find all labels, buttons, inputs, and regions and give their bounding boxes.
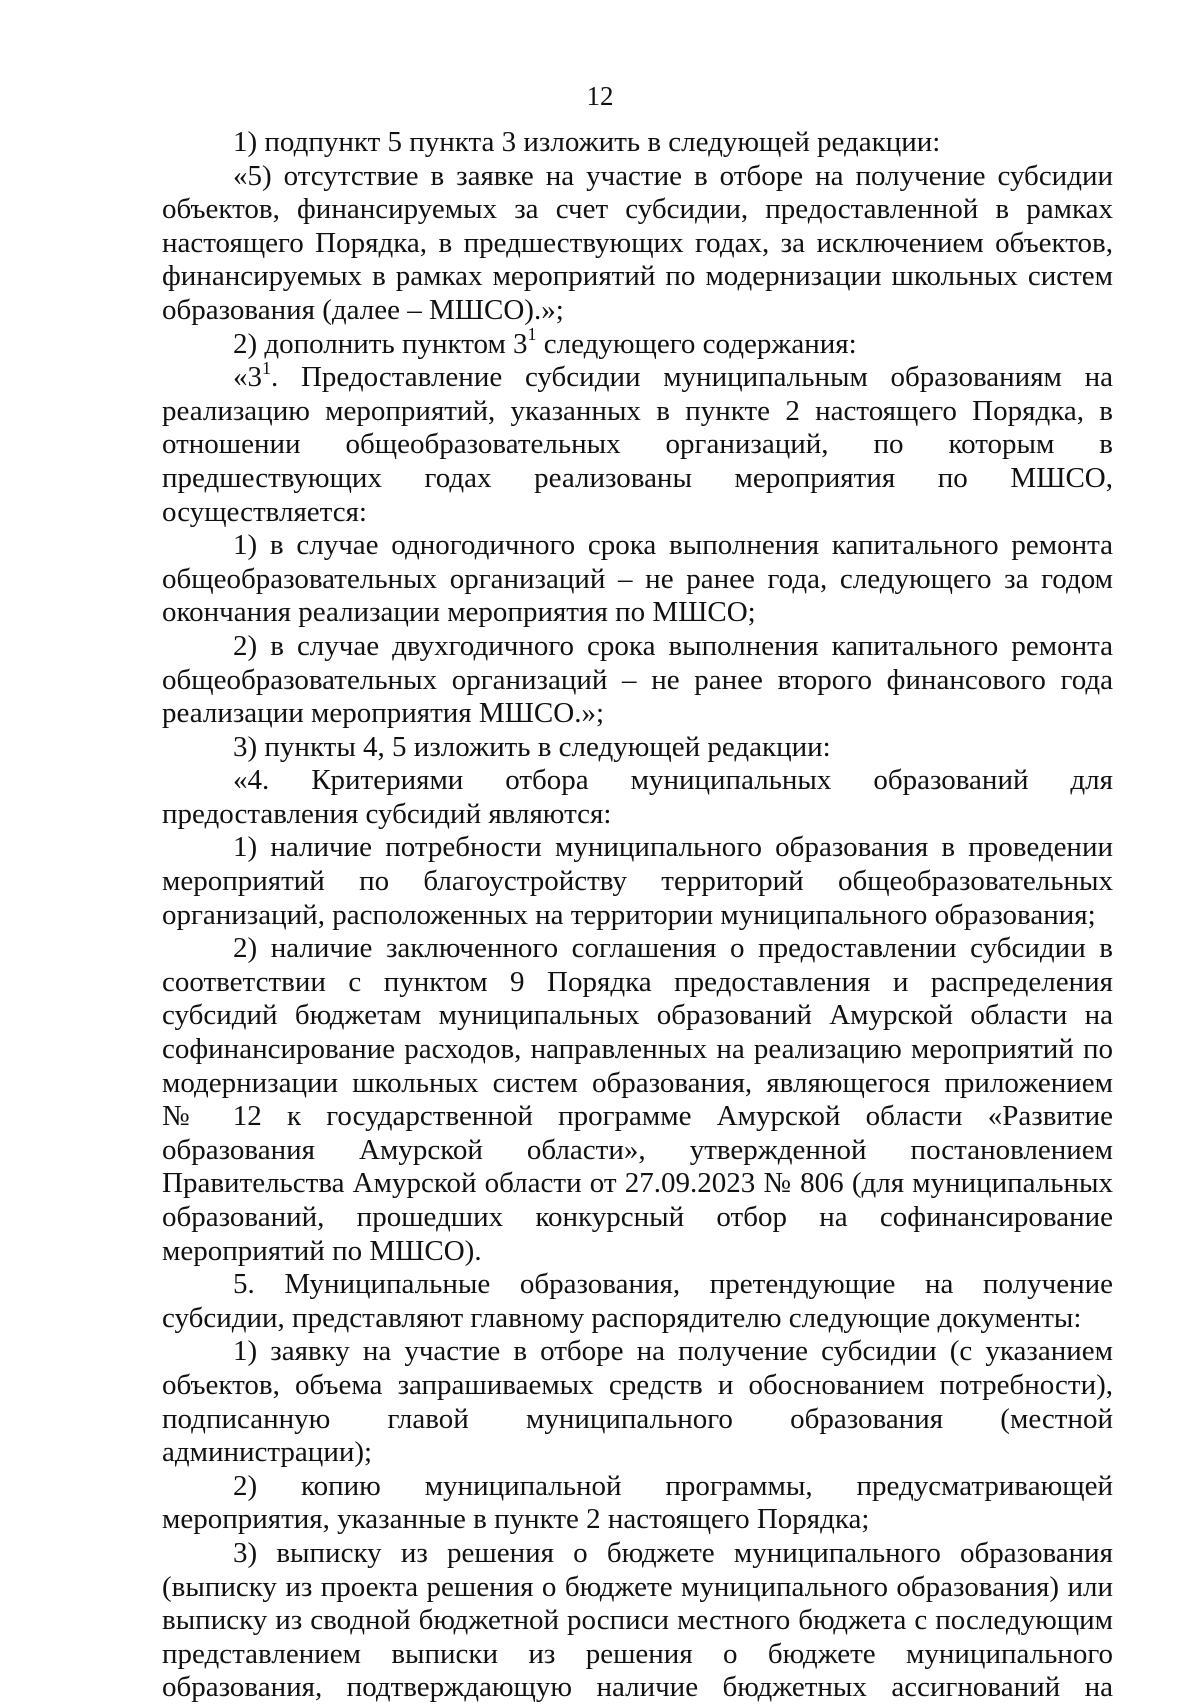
paragraph-criterion-2: 2) наличие заключенного соглашения о предоставлении субсидии в соответствии с пунктом 9 Порядка предоставления и распределения субсидий бюджетам муниципальных образований Амурской области на софинансирование расходов, направленных на реализацию мероприятий по модернизации школьных систем образования, являющегося приложением № 12 к государственной программе Амурской области «Развитие образования Амурской области», утвержденной постановлением Правительства Амурской области от 27.09.2023 № 806 (для муниципальных образований, прошедших конкурсный отбор на софинансирование мероприятий по МШСО). [162, 932, 1113, 1267]
superscript: 1 [527, 323, 537, 344]
paragraph-amend-subitem-5: 1) подпункт 5 пункта 3 изложить в следующей редакции: [233, 126, 941, 158]
paragraph-one-year-repair: 1) в случае одногодичного срока выполнения капитального ремонта общеобразовательных организаций – не ранее года, следующего за годом окончания реализации мероприятия по МШСО; [162, 529, 1113, 629]
paragraph-new-subitem-5: «5) отсутствие в заявке на участие в отборе на получение субсидии объектов, финансируемых за счет субсидии, предоставленной в рамках настоящего Порядка, в предшествующих годах, за исключением объектов, финансируемых в рамках мероприятий по модернизации школьных систем образования (далее – МШСО).»; [162, 159, 1113, 326]
paragraph-item-3-1 [162, 357, 1113, 529]
text-fragment: 2) дополнить пунктом 3 [233, 327, 528, 360]
paragraph-document-3: 3) выписку из решения о бюджете муниципального образования (выписку из проекта решения о бюджете муниципального образования) или выписку из сводной бюджетной росписи местного бюджета с последующим представлением выписки из решения о бюджете муниципального образования, подтверждающую наличие бюджетных ассигнований на [162, 1536, 1113, 1704]
paragraph-item-5-documents: 5. Муниципальные образования, претендующие на получение субсидии, представляют главному распорядителю следующие документы: [162, 1268, 1113, 1334]
paragraph-document-2: 2) копию муниципальной программы, предусматривающей мероприятия, указанные в пункте 2 настоящего Порядка; [162, 1469, 1113, 1536]
text-fragment: «3 [233, 361, 262, 394]
paragraph-two-year-repair: 2) в случае двухгодичного срока выполнения капитального ремонта общеобразовательных организаций – не ранее второго финансового года реализации мероприятия МШСО.»; [162, 629, 1113, 730]
superscript: 1 [262, 357, 271, 378]
paragraph-add-item-3-1 [162, 323, 1113, 362]
paragraph-criterion-1: 1) наличие потребности муниципального образования в проведении мероприятий по благоустройству территорий общеобразовательных организаций, расположенных на территории муниципального образования; [162, 831, 1113, 931]
paragraph-document-1: 1) заявку на участие в отборе на получение субсидии (с указанием объектов, объема запрашиваемых средств и обоснованием потребности), подписанную главой муниципального образования (местной администрации); [162, 1335, 1113, 1469]
paragraph-item-4-criteria: «4. Критериями отбора муниципальных образований для предоставления субсидий являются: [162, 764, 1113, 830]
paragraph-amend-items-4-5: 3) пункты 4, 5 изложить в следующей редакции: [233, 730, 831, 763]
document-body [162, 126, 1113, 1705]
text-fragment: следующего содержания: [536, 327, 857, 360]
page-number: 12 [586, 81, 614, 111]
text-fragment: . Предоставление субсидии муниципальным образованиям на реализацию мероприятий, указанных в пункте 2 настоящего Порядка, в отношении общеобразовательных организаций, по которым в предшествующих годах реализованы мероприятия по МШСО, осуществляется: [162, 361, 1113, 528]
